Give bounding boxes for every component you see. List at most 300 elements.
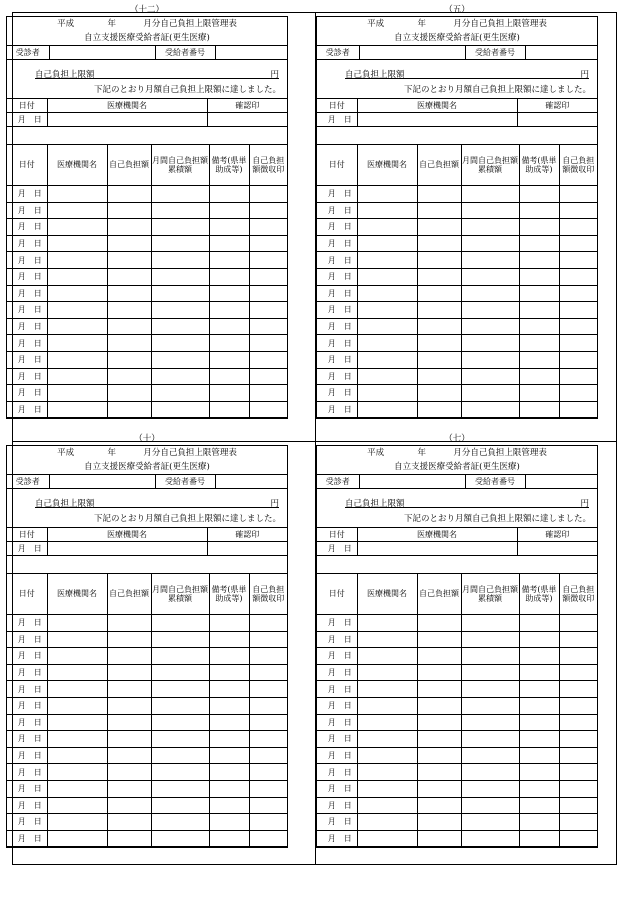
row-date[interactable]: 月 日 [317,797,357,814]
row-self-pay[interactable] [107,615,151,632]
row-date[interactable]: 月 日 [7,252,47,269]
row-date[interactable]: 月 日 [7,615,47,632]
row-self-pay[interactable] [417,615,461,632]
row-date[interactable]: 月 日 [317,814,357,831]
row-collected[interactable] [249,664,287,681]
row-self-pay[interactable] [107,285,151,302]
row-cumulative[interactable] [151,268,209,285]
reached-date[interactable]: 月 日 [7,542,47,556]
row-collected[interactable] [559,731,597,748]
row-cumulative[interactable] [151,368,209,385]
row-collected[interactable] [249,252,287,269]
row-institution[interactable] [357,368,417,385]
row-remarks[interactable] [519,368,559,385]
row-institution[interactable] [357,731,417,748]
row-date[interactable]: 月 日 [317,401,357,418]
row-cumulative[interactable] [151,318,209,335]
row-collected[interactable] [249,714,287,731]
row-self-pay[interactable] [107,351,151,368]
row-date[interactable]: 月 日 [317,186,357,203]
row-remarks[interactable] [209,631,249,648]
row-collected[interactable] [559,747,597,764]
row-date[interactable]: 月 日 [7,664,47,681]
row-cumulative[interactable] [461,747,519,764]
row-collected[interactable] [249,318,287,335]
row-cumulative[interactable] [461,235,519,252]
row-self-pay[interactable] [417,797,461,814]
row-date[interactable]: 月 日 [7,830,47,847]
row-date[interactable]: 月 日 [7,385,47,402]
row-collected[interactable] [559,615,597,632]
row-cumulative[interactable] [151,615,209,632]
row-cumulative[interactable] [151,285,209,302]
row-cumulative[interactable] [461,664,519,681]
row-date[interactable]: 月 日 [7,681,47,698]
row-self-pay[interactable] [417,302,461,319]
row-collected[interactable] [559,714,597,731]
row-remarks[interactable] [209,235,249,252]
row-cumulative[interactable] [151,631,209,648]
row-institution[interactable] [357,302,417,319]
row-remarks[interactable] [519,714,559,731]
reached-institution-field[interactable] [47,542,207,556]
row-institution[interactable] [47,351,107,368]
row-self-pay[interactable] [107,335,151,352]
row-date[interactable]: 月 日 [317,219,357,236]
row-remarks[interactable] [209,731,249,748]
row-collected[interactable] [249,681,287,698]
row-cumulative[interactable] [461,252,519,269]
row-self-pay[interactable] [417,631,461,648]
row-remarks[interactable] [519,731,559,748]
row-remarks[interactable] [209,368,249,385]
row-institution[interactable] [47,780,107,797]
row-institution[interactable] [47,747,107,764]
row-institution[interactable] [47,615,107,632]
row-self-pay[interactable] [107,385,151,402]
row-self-pay[interactable] [417,285,461,302]
row-institution[interactable] [47,202,107,219]
row-institution[interactable] [47,385,107,402]
row-date[interactable]: 月 日 [7,797,47,814]
row-institution[interactable] [357,780,417,797]
row-institution[interactable] [47,648,107,665]
row-self-pay[interactable] [417,747,461,764]
row-cumulative[interactable] [151,731,209,748]
row-date[interactable]: 月 日 [7,814,47,831]
row-institution[interactable] [47,368,107,385]
row-self-pay[interactable] [417,830,461,847]
row-cumulative[interactable] [461,202,519,219]
row-collected[interactable] [249,186,287,203]
row-date[interactable]: 月 日 [317,252,357,269]
row-date[interactable]: 月 日 [7,631,47,648]
row-remarks[interactable] [209,318,249,335]
row-institution[interactable] [357,219,417,236]
row-remarks[interactable] [209,252,249,269]
row-remarks[interactable] [209,814,249,831]
row-self-pay[interactable] [107,252,151,269]
row-collected[interactable] [559,202,597,219]
row-remarks[interactable] [209,335,249,352]
row-date[interactable]: 月 日 [317,780,357,797]
row-self-pay[interactable] [417,385,461,402]
row-remarks[interactable] [519,235,559,252]
row-cumulative[interactable] [461,830,519,847]
row-cumulative[interactable] [461,186,519,203]
row-institution[interactable] [357,697,417,714]
row-collected[interactable] [249,219,287,236]
row-institution[interactable] [357,830,417,847]
row-self-pay[interactable] [417,664,461,681]
row-institution[interactable] [47,252,107,269]
row-remarks[interactable] [519,615,559,632]
row-cumulative[interactable] [151,797,209,814]
row-self-pay[interactable] [417,235,461,252]
row-self-pay[interactable] [417,219,461,236]
row-self-pay[interactable] [417,202,461,219]
row-collected[interactable] [559,830,597,847]
row-remarks[interactable] [519,764,559,781]
row-collected[interactable] [249,830,287,847]
row-institution[interactable] [357,648,417,665]
row-institution[interactable] [47,268,107,285]
row-cumulative[interactable] [461,335,519,352]
row-remarks[interactable] [209,351,249,368]
row-remarks[interactable] [209,219,249,236]
row-cumulative[interactable] [151,385,209,402]
row-self-pay[interactable] [107,302,151,319]
row-collected[interactable] [249,368,287,385]
row-cumulative[interactable] [461,615,519,632]
row-institution[interactable] [357,681,417,698]
row-date[interactable]: 月 日 [7,401,47,418]
row-collected[interactable] [249,268,287,285]
row-collected[interactable] [249,385,287,402]
patient-field[interactable] [49,46,155,60]
row-cumulative[interactable] [151,714,209,731]
row-collected[interactable] [249,401,287,418]
row-date[interactable]: 月 日 [7,714,47,731]
row-institution[interactable] [47,814,107,831]
row-date[interactable]: 月 日 [317,631,357,648]
row-date[interactable]: 月 日 [317,235,357,252]
row-date[interactable]: 月 日 [317,351,357,368]
row-remarks[interactable] [209,747,249,764]
row-date[interactable]: 月 日 [317,202,357,219]
row-institution[interactable] [357,318,417,335]
row-collected[interactable] [249,615,287,632]
row-remarks[interactable] [519,302,559,319]
row-remarks[interactable] [209,648,249,665]
row-collected[interactable] [559,351,597,368]
row-date[interactable]: 月 日 [7,731,47,748]
row-remarks[interactable] [519,252,559,269]
reached-date[interactable]: 月 日 [317,113,357,127]
row-cumulative[interactable] [461,401,519,418]
row-cumulative[interactable] [461,351,519,368]
row-remarks[interactable] [519,285,559,302]
row-date[interactable]: 月 日 [317,368,357,385]
row-cumulative[interactable] [461,814,519,831]
row-collected[interactable] [559,235,597,252]
row-date[interactable]: 月 日 [317,764,357,781]
row-remarks[interactable] [209,714,249,731]
row-remarks[interactable] [519,268,559,285]
row-self-pay[interactable] [417,714,461,731]
row-cumulative[interactable] [151,664,209,681]
row-collected[interactable] [249,797,287,814]
row-cumulative[interactable] [151,235,209,252]
row-date[interactable]: 月 日 [7,235,47,252]
row-cumulative[interactable] [151,252,209,269]
row-remarks[interactable] [519,814,559,831]
row-institution[interactable] [357,235,417,252]
row-remarks[interactable] [209,186,249,203]
row-collected[interactable] [249,335,287,352]
row-cumulative[interactable] [461,631,519,648]
row-cumulative[interactable] [151,219,209,236]
row-institution[interactable] [357,714,417,731]
recipient-no-field[interactable] [215,475,287,489]
row-self-pay[interactable] [107,814,151,831]
row-remarks[interactable] [209,615,249,632]
reached-confirm-field[interactable] [517,113,597,127]
row-remarks[interactable] [519,648,559,665]
row-institution[interactable] [357,385,417,402]
row-remarks[interactable] [519,385,559,402]
row-date[interactable]: 月 日 [317,318,357,335]
row-cumulative[interactable] [461,219,519,236]
row-date[interactable]: 月 日 [317,664,357,681]
row-remarks[interactable] [209,268,249,285]
row-date[interactable]: 月 日 [7,285,47,302]
row-self-pay[interactable] [107,219,151,236]
row-institution[interactable] [47,186,107,203]
row-collected[interactable] [249,235,287,252]
row-self-pay[interactable] [417,401,461,418]
row-self-pay[interactable] [107,664,151,681]
row-self-pay[interactable] [417,351,461,368]
row-remarks[interactable] [209,681,249,698]
row-remarks[interactable] [519,830,559,847]
row-cumulative[interactable] [461,681,519,698]
patient-field[interactable] [359,475,465,489]
row-collected[interactable] [559,268,597,285]
row-date[interactable]: 月 日 [317,681,357,698]
row-collected[interactable] [249,747,287,764]
row-institution[interactable] [357,268,417,285]
row-self-pay[interactable] [107,830,151,847]
row-cumulative[interactable] [461,764,519,781]
row-collected[interactable] [559,318,597,335]
row-self-pay[interactable] [417,268,461,285]
row-institution[interactable] [357,615,417,632]
row-date[interactable]: 月 日 [317,648,357,665]
reached-institution-field[interactable] [357,542,517,556]
row-date[interactable]: 月 日 [317,302,357,319]
row-collected[interactable] [249,780,287,797]
row-institution[interactable] [357,351,417,368]
row-remarks[interactable] [209,664,249,681]
row-self-pay[interactable] [107,714,151,731]
row-collected[interactable] [559,285,597,302]
row-self-pay[interactable] [107,631,151,648]
row-date[interactable]: 月 日 [317,714,357,731]
row-institution[interactable] [47,664,107,681]
row-remarks[interactable] [209,797,249,814]
row-collected[interactable] [559,219,597,236]
row-self-pay[interactable] [107,747,151,764]
patient-field[interactable] [359,46,465,60]
row-date[interactable]: 月 日 [317,615,357,632]
row-remarks[interactable] [519,219,559,236]
row-cumulative[interactable] [461,797,519,814]
row-collected[interactable] [559,186,597,203]
row-collected[interactable] [249,302,287,319]
row-collected[interactable] [559,401,597,418]
row-institution[interactable] [47,697,107,714]
row-date[interactable]: 月 日 [7,302,47,319]
row-self-pay[interactable] [107,202,151,219]
row-date[interactable]: 月 日 [7,268,47,285]
row-institution[interactable] [357,764,417,781]
row-remarks[interactable] [209,830,249,847]
row-cumulative[interactable] [461,302,519,319]
reached-confirm-field[interactable] [207,542,287,556]
row-collected[interactable] [559,814,597,831]
row-remarks[interactable] [519,351,559,368]
row-remarks[interactable] [519,335,559,352]
row-collected[interactable] [249,731,287,748]
row-date[interactable]: 月 日 [317,285,357,302]
row-cumulative[interactable] [151,202,209,219]
row-self-pay[interactable] [417,814,461,831]
row-institution[interactable] [47,335,107,352]
row-institution[interactable] [357,631,417,648]
reached-institution-field[interactable] [357,113,517,127]
row-collected[interactable] [249,285,287,302]
row-self-pay[interactable] [417,697,461,714]
row-date[interactable]: 月 日 [317,731,357,748]
row-collected[interactable] [559,664,597,681]
reached-date[interactable]: 月 日 [7,113,47,127]
row-institution[interactable] [47,318,107,335]
row-collected[interactable] [249,697,287,714]
row-date[interactable]: 月 日 [7,335,47,352]
row-self-pay[interactable] [417,335,461,352]
row-cumulative[interactable] [461,385,519,402]
row-institution[interactable] [357,814,417,831]
row-date[interactable]: 月 日 [7,764,47,781]
row-collected[interactable] [559,697,597,714]
row-self-pay[interactable] [107,731,151,748]
row-cumulative[interactable] [151,302,209,319]
row-self-pay[interactable] [107,681,151,698]
row-date[interactable]: 月 日 [317,335,357,352]
row-collected[interactable] [559,385,597,402]
row-self-pay[interactable] [107,797,151,814]
row-cumulative[interactable] [461,318,519,335]
row-cumulative[interactable] [461,714,519,731]
patient-field[interactable] [49,475,155,489]
row-self-pay[interactable] [417,318,461,335]
reached-confirm-field[interactable] [207,113,287,127]
row-self-pay[interactable] [417,186,461,203]
row-institution[interactable] [47,285,107,302]
row-remarks[interactable] [519,697,559,714]
row-cumulative[interactable] [151,747,209,764]
row-collected[interactable] [559,681,597,698]
row-cumulative[interactable] [151,186,209,203]
row-cumulative[interactable] [461,368,519,385]
row-institution[interactable] [47,219,107,236]
row-institution[interactable] [47,797,107,814]
row-remarks[interactable] [209,285,249,302]
row-collected[interactable] [559,631,597,648]
row-remarks[interactable] [209,780,249,797]
row-self-pay[interactable] [417,681,461,698]
row-remarks[interactable] [209,202,249,219]
row-collected[interactable] [249,764,287,781]
row-institution[interactable] [357,202,417,219]
row-date[interactable]: 月 日 [317,747,357,764]
row-cumulative[interactable] [151,697,209,714]
row-collected[interactable] [559,252,597,269]
row-date[interactable]: 月 日 [7,186,47,203]
row-remarks[interactable] [209,764,249,781]
recipient-no-field[interactable] [525,475,597,489]
row-collected[interactable] [559,764,597,781]
row-institution[interactable] [357,664,417,681]
row-cumulative[interactable] [461,697,519,714]
row-date[interactable]: 月 日 [7,697,47,714]
row-date[interactable]: 月 日 [317,268,357,285]
row-cumulative[interactable] [151,814,209,831]
row-institution[interactable] [47,235,107,252]
reached-date[interactable]: 月 日 [317,542,357,556]
row-remarks[interactable] [519,797,559,814]
recipient-no-field[interactable] [525,46,597,60]
row-self-pay[interactable] [107,235,151,252]
row-remarks[interactable] [209,302,249,319]
row-collected[interactable] [559,797,597,814]
row-collected[interactable] [559,648,597,665]
row-date[interactable]: 月 日 [317,385,357,402]
row-institution[interactable] [357,186,417,203]
row-institution[interactable] [357,401,417,418]
row-self-pay[interactable] [417,780,461,797]
row-remarks[interactable] [519,681,559,698]
row-self-pay[interactable] [107,780,151,797]
row-cumulative[interactable] [461,268,519,285]
row-self-pay[interactable] [107,764,151,781]
row-institution[interactable] [357,747,417,764]
row-remarks[interactable] [209,697,249,714]
row-cumulative[interactable] [151,401,209,418]
row-collected[interactable] [249,814,287,831]
row-cumulative[interactable] [151,351,209,368]
row-remarks[interactable] [519,780,559,797]
row-date[interactable]: 月 日 [7,368,47,385]
row-date[interactable]: 月 日 [317,697,357,714]
row-date[interactable]: 月 日 [7,780,47,797]
row-cumulative[interactable] [461,780,519,797]
row-collected[interactable] [249,648,287,665]
row-institution[interactable] [47,631,107,648]
row-collected[interactable] [559,780,597,797]
row-date[interactable]: 月 日 [317,830,357,847]
